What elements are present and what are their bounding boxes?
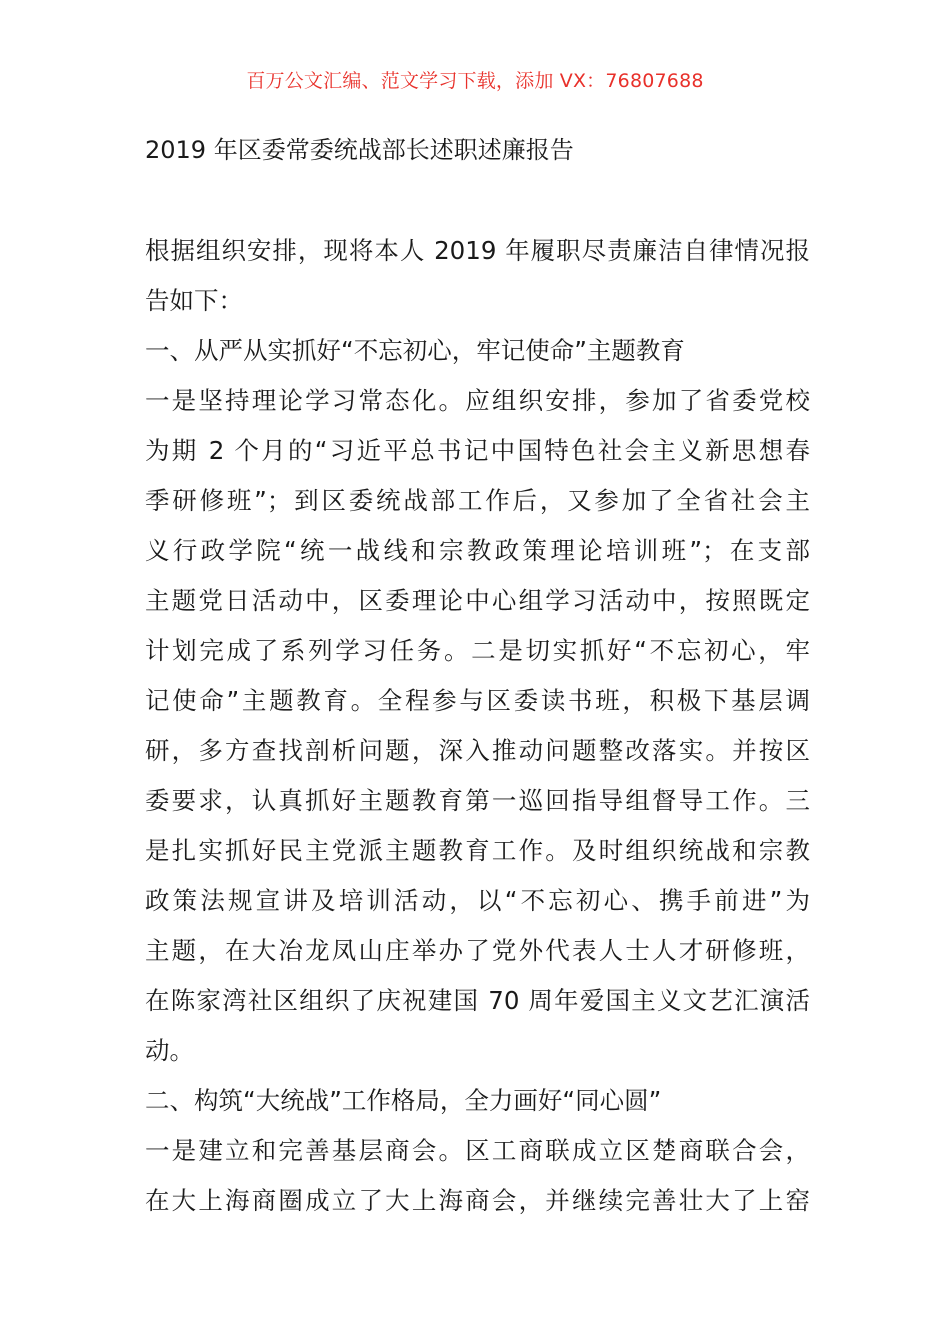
- paragraph-line: 在大上海商圈成立了大上海商会，并继续完善壮大了上窑: [145, 1186, 810, 1215]
- paragraph-line-intro: 根据组织安排，现将本人 2019 年履职尽责廉洁自律情况报: [145, 236, 810, 265]
- paragraph-line: 在陈家湾社区组织了庆祝建国 70 周年爱国主义文艺汇演活: [145, 986, 810, 1015]
- promo-banner: 百万公文汇编、范文学习下载，添加 VX：76807688: [246, 70, 704, 92]
- paragraph-line: 一是建立和完善基层商会。区工商联成立区楚商联合会，: [145, 1136, 810, 1165]
- paragraph-line: 政策法规宣讲及培训活动，以“不忘初心、携手前进”为: [145, 886, 810, 915]
- paragraph-line: 委要求，认真抓好主题教育第一巡回指导组督导工作。三: [145, 786, 810, 815]
- paragraph-line: 研，多方查找剖析问题，深入推动问题整改落实。并按区: [145, 736, 810, 765]
- paragraph-line: 一是坚持理论学习常态化。应组织安排，参加了省委党校: [145, 386, 810, 415]
- paragraph-line: 是扎实抓好民主党派主题教育工作。及时组织统战和宗教: [145, 836, 810, 865]
- paragraph-line-end: 动。: [145, 1036, 194, 1065]
- paragraph-line: 记使命”主题教育。全程参与区委读书班，积极下基层调: [145, 686, 810, 715]
- paragraph-line: 主题党日活动中，区委理论中心组学习活动中，按照既定: [145, 586, 810, 615]
- paragraph-line: 季研修班”；到区委统战部工作后，又参加了全省社会主: [145, 486, 810, 515]
- document-title: 2019 年区委常委统战部长述职述廉报告: [145, 136, 574, 164]
- document-body: [145, 226, 810, 1226]
- paragraph-line-intro-end: 告如下：: [145, 286, 243, 315]
- section-heading-2: 二、构筑“大统战”工作格局，全力画好“同心圆”: [145, 1086, 662, 1115]
- paragraph-line: 为期 2 个月的“习近平总书记中国特色社会主义新思想春: [145, 436, 810, 465]
- paragraph-line: 义行政学院“统一战线和宗教政策理论培训班”；在支部: [145, 536, 810, 565]
- section-heading-1: 一、从严从实抓好“不忘初心，牢记使命”主题教育: [145, 336, 685, 365]
- paragraph-line: 计划完成了系列学习任务。二是切实抓好“不忘初心，牢: [145, 636, 810, 665]
- paragraph-line: 主题，在大冶龙凤山庄举办了党外代表人士人才研修班，: [145, 936, 810, 965]
